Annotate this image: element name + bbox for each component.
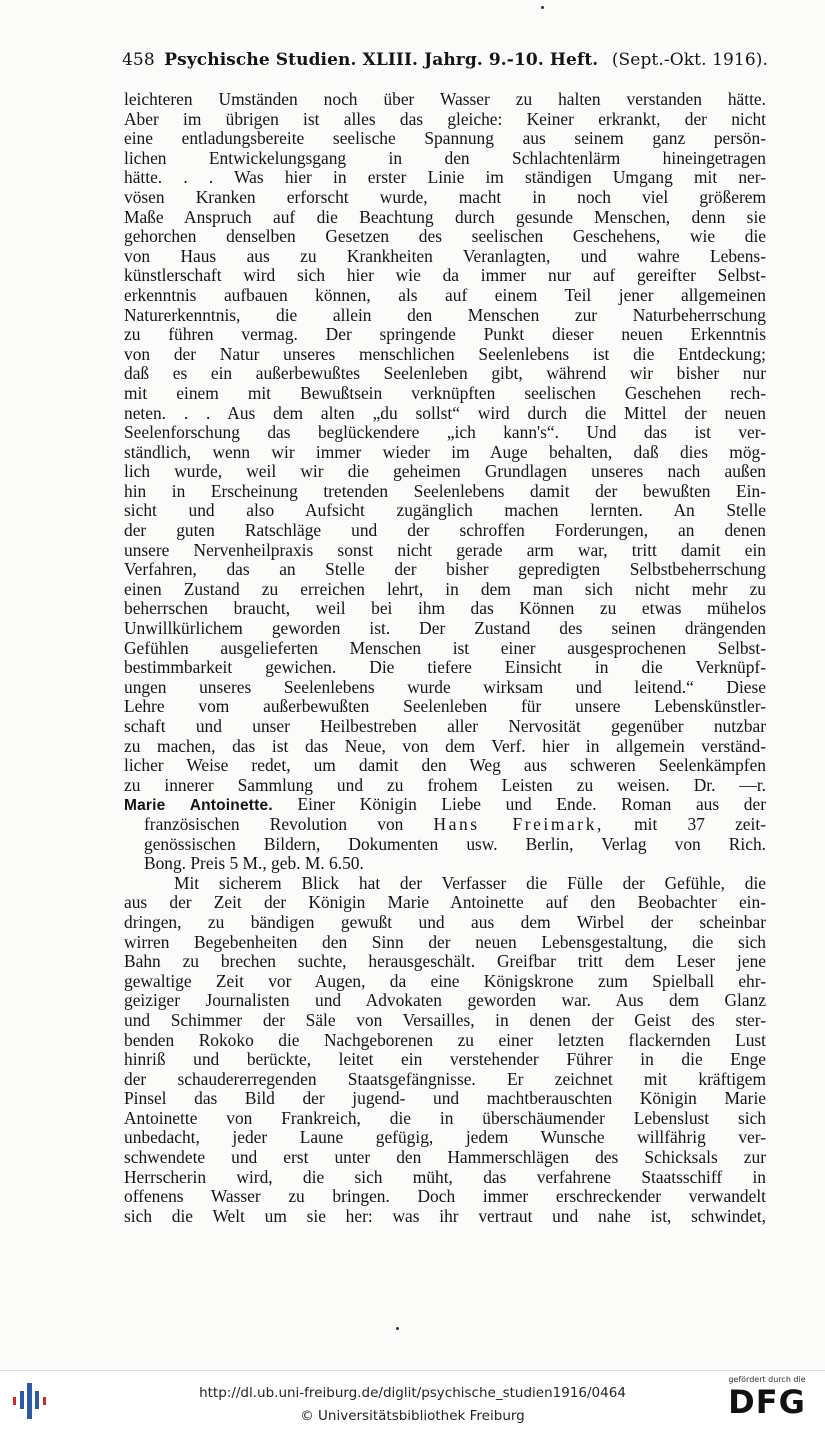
text-line: Herrscherin wird, die sich müht, das verfahrene Staatsschiff in [124, 1167, 766, 1187]
text-line: bestimmbarkeit gewichen. Die tiefere Einsicht in die Verknüpf- [124, 658, 766, 678]
text-line: von der Natur unseres menschlichen Seelenlebens ist die Entdeckung; [124, 344, 766, 364]
text-line: benden Rokoko die Nachgeborenen zu einer letzten flackernden Lust [124, 1030, 766, 1050]
review-continuation [124, 90, 766, 795]
viewer-footer [0, 1370, 825, 1431]
text-line: Seelenforschung das beglückendere „ich kann's“. Und das ist ver- [124, 423, 766, 443]
issue-date: (Sept.-Okt. 1916). [611, 50, 768, 70]
text-line: lich wurde, weil wir die geheimen Grundlagen unseres nach außen [124, 462, 766, 482]
text-line: schaft und unser Heilbestreben aller Nervosität gegenüber nutzbar [124, 717, 766, 736]
text-line: hätte. . . Was hier in erster Linie im ständigen Umgang mit ner- [124, 168, 766, 188]
text-line: von Haus aus zu Krankheiten Veranlagten, und wahre Lebens- [124, 246, 766, 266]
text-line: aus der Zeit der Königin Marie Antoinette auf den Beobachter ein- [124, 893, 766, 913]
text-line: neten. . . Aus dem alten „du sollst“ wird durch die Mittel der neuen [124, 403, 766, 423]
journal-title: Psychische Studien. XLIII. Jahrg. 9.-10. Heft. [164, 50, 599, 70]
text-line: mit einem mit Bewußtsein verknüpften seelischen Geschehen rech- [124, 383, 766, 403]
text-line: hin in Erscheinung tretenden Seelenlebens damit der bewußten Ein- [124, 481, 766, 501]
text-line: erkenntnis aufbauen können, als auf einem Teil jener allgemeinen [124, 285, 766, 305]
text-line: wirren Begebenheiten den Sinn der neuen Lebensgestaltung, die sich [124, 932, 766, 952]
text-line: hinriß und berückte, leitet ein verstehender Führer in die Enge [124, 1050, 766, 1070]
running-header [122, 50, 768, 70]
citation-text: mit 37 zeit- [634, 814, 766, 834]
dfg-logo [717, 1375, 817, 1427]
text-line: licher Weise redet, um damit den Weg aus schweren Seelenkämpfen [124, 756, 766, 776]
text-line: sich die Welt um sie her: was ihr vertraut und nahe ist, schwindet, [124, 1206, 766, 1226]
scan-speck [396, 1327, 399, 1330]
text-line: vösen Kranken erforscht wurde, macht in noch viel größerem [124, 187, 766, 207]
text-line: Gefühlen ausgelieferten Menschen ist einer ausgesprochenen Selbst- [124, 638, 766, 658]
text-line: dringen, zu bändigen gewußt und aus dem Wirbel der scheinbar [124, 912, 766, 932]
text-line: Lehre vom außerbewußten Seelenleben für unsere Lebenskünstler- [124, 697, 766, 717]
review-citation-line: genössischen Bildern, Dokumenten usw. Berlin, Verlag von Rich. [144, 834, 766, 854]
text-line: Antoinette von Frankreich, die in überschäumender Lebenslust sich [124, 1108, 766, 1128]
text-line: der schaudererregenden Staatsgefängnisse. Er zeichnet mit kräftigem [124, 1069, 766, 1089]
citation-text: französischen Revolution von [144, 814, 404, 834]
copyright-notice: © Universitätsbibliothek Freiburg [300, 1408, 525, 1424]
text-line: Verfahren, das an Stelle der bisher gepredigten Selbstbeherrschung [124, 560, 766, 580]
text-line: zu innerer Sammlung und zu frohem Leisten zu weisen. Dr. —r. [124, 775, 766, 795]
review-headword: Marie Antoinette. [124, 797, 273, 815]
citation-text: Einer Königin Liebe und Ende. Roman aus der [297, 795, 766, 815]
text-line: beherrschen braucht, weil bei ihm das Können zu etwas mühelos [124, 599, 766, 619]
text-line: ungen unseres Seelenlebens wurde wirksam und leitend.“ Diese [124, 677, 766, 697]
text-line: schwendete und erst unter den Hammerschlägen des Schicksals zur [124, 1148, 766, 1168]
page-number: 458 [122, 50, 155, 70]
text-line: Naturerkenntnis, die allein den Menschen zur Naturbeherrschung [124, 305, 766, 325]
review-citation-line [124, 815, 766, 835]
text-line: Mit sicherem Blick hat der Verfasser die Fülle der Gefühle, die [174, 873, 766, 893]
text-line: ständlich, wenn wir immer wieder im Auge behalten, daß dies mög- [124, 442, 766, 462]
text-line: gewaltige Zeit vor Augen, da eine Königskrone zum Spielball ehr- [124, 971, 766, 991]
text-line: gehorchen denselben Gesetzen des seelischen Geschehens, wie die [124, 227, 766, 247]
text-line: zu machen, das ist das Neue, von dem Verf. hier in allgemein verständ- [124, 736, 766, 756]
text-line: sicht und also Aufsicht zugänglich machen lernten. An Stelle [124, 501, 766, 521]
permalink-url[interactable]: http://dl.ub.uni-freiburg.de/diglit/psychische_studien1916/0464 [199, 1385, 626, 1401]
body-text [124, 90, 766, 1226]
text-line: künstlerschaft wird sich hier wie da immer nur auf gereifter Selbst- [124, 266, 766, 286]
text-line: der guten Ratschläge und der schroffen Forderungen, an denen [124, 521, 766, 541]
text-line: Aber im übrigen ist alles das gleiche: Keiner erkrankt, der nicht [124, 109, 766, 129]
text-line: und Schimmer der Säle von Versailles, in denen der Geist des ster- [124, 1010, 766, 1030]
text-line: Maße Anspruch auf die Beachtung durch gesunde Menschen, denn sie [124, 207, 766, 227]
text-line: unbedacht, jeder Laune gefügig, jedem Wunsche willfährig ver- [124, 1128, 766, 1148]
review-citation-line: Bong. Preis 5 M., geb. M. 6.50. [144, 854, 364, 874]
text-line: unsere Nervenheilpraxis sonst nicht gerade arm war, tritt damit ein [124, 540, 766, 560]
text-line: zu führen vermag. Der springende Punkt dieser neuen Erkenntnis [124, 325, 766, 345]
dfg-wordmark: DFG [728, 1383, 806, 1421]
text-line: Bahn zu brechen suchte, herausgeschält. Greifbar tritt dem Leser jene [124, 952, 766, 972]
text-line: Unwillkürlichem geworden ist. Der Zustand des seinen drängenden [124, 619, 766, 639]
scan-speck [541, 6, 544, 9]
text-line: geiziger Journalisten und Advokaten geworden war. Aus dem Glanz [124, 991, 766, 1011]
text-line: einen Zustand zu erreichen lehrt, in dem man sich nicht mehr zu [124, 579, 766, 599]
review-citation-line [124, 795, 766, 815]
text-line: leichteren Umständen noch über Wasser zu halten verstanden hätte. [124, 90, 766, 109]
dfg-tagline: gefördert durch die [728, 1375, 806, 1384]
text-line: lichen Entwickelungsgang in den Schlachtenlärm hineingetragen [124, 148, 766, 168]
text-line: offenens Wasser zu bringen. Doch immer erschreckender verwandelt [124, 1187, 766, 1207]
text-line: eine entladungsbereite seelische Spannung aus seinem ganz persön- [124, 129, 766, 149]
author-name: Hans Freimark, [433, 814, 604, 834]
text-line: Pinsel das Bild der jugend- und machtberauschten Königin Marie [124, 1089, 766, 1109]
text-line: daß es ein außerbewußtes Seelenleben gibt, während wir bisher nur [124, 364, 766, 384]
review-entry [124, 795, 766, 1226]
